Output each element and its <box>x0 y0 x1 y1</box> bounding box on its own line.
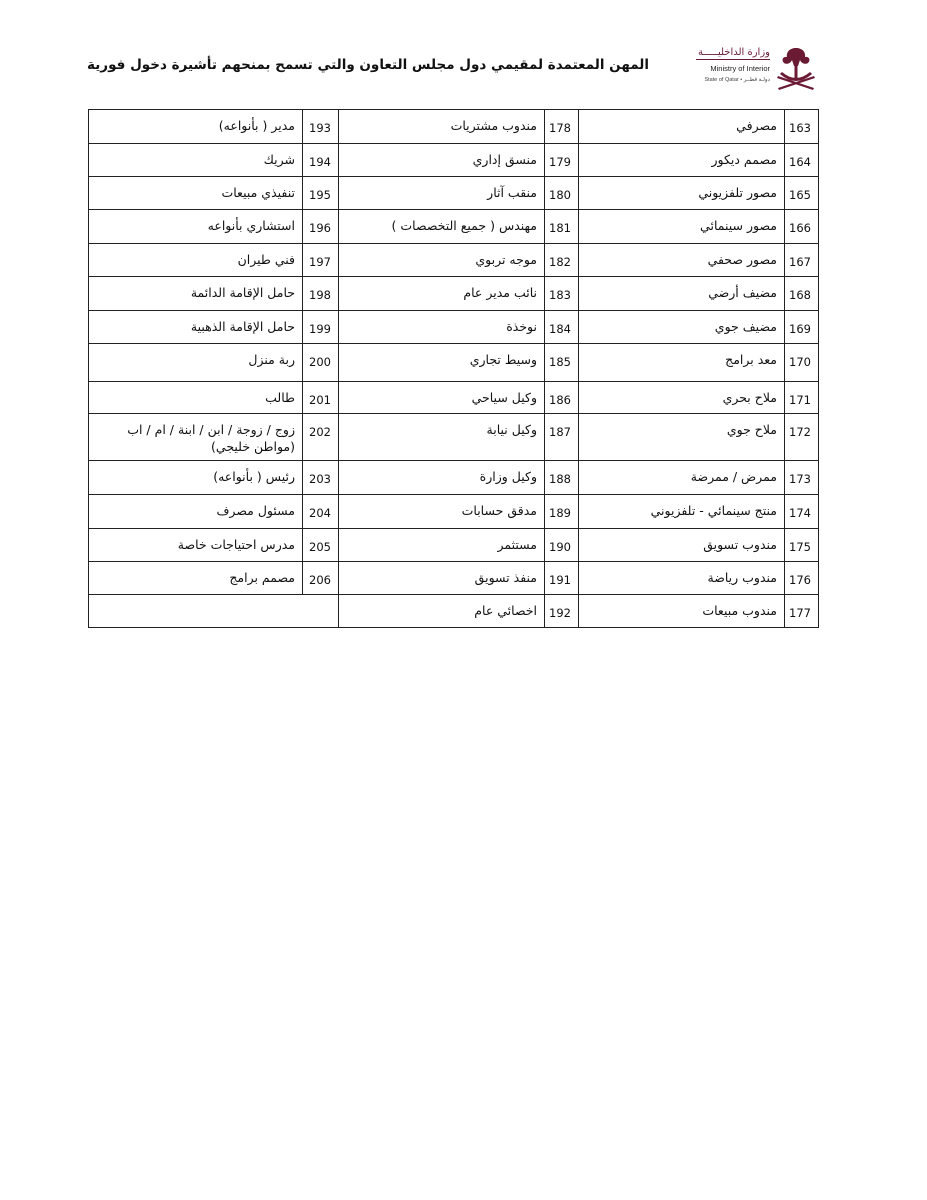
profession-number: 180 <box>545 177 579 210</box>
profession-number: 195 <box>303 177 339 210</box>
profession-name: نائب مدير عام <box>339 277 545 311</box>
profession-name: مندوب رياضة <box>579 562 785 595</box>
table-row <box>89 177 819 210</box>
profession-name: مدقق حسابات <box>339 495 545 529</box>
table-row <box>89 414 819 461</box>
profession-number: 203 <box>303 461 339 495</box>
profession-name: مصور صحفي <box>579 244 785 277</box>
emblem-icon <box>774 44 818 92</box>
table-row <box>89 311 819 344</box>
profession-number: 185 <box>545 344 579 382</box>
profession-name: مندوب مشتريات <box>339 110 545 144</box>
profession-name: مستثمر <box>339 529 545 562</box>
profession-number: 192 <box>545 595 579 628</box>
table-row <box>89 144 819 177</box>
profession-name: مضيف جوي <box>579 311 785 344</box>
profession-name: مسئول مصرف <box>89 495 303 529</box>
profession-number: 167 <box>785 244 819 277</box>
profession-number: 189 <box>545 495 579 529</box>
table-row <box>89 382 819 414</box>
profession-number: 181 <box>545 210 579 244</box>
profession-number: 193 <box>303 110 339 144</box>
profession-name: مصمم ديكور <box>579 144 785 177</box>
profession-number: 165 <box>785 177 819 210</box>
profession-name: منقب آثار <box>339 177 545 210</box>
table-row <box>89 495 819 529</box>
profession-name: وكيل نيابة <box>339 414 545 461</box>
profession-name: مهندس ( جميع التخصصات ) <box>339 210 545 244</box>
profession-name: وسيط تجاري <box>339 344 545 382</box>
profession-name: حامل الإقامة الذهبية <box>89 311 303 344</box>
profession-name: زوج / زوجة / ابن / ابنة / ام / اب (مواطن خليجي) <box>89 414 303 461</box>
table-row <box>89 110 819 144</box>
profession-name: منفذ تسويق <box>339 562 545 595</box>
profession-number: 169 <box>785 311 819 344</box>
profession-name: استشاري بأنواعه <box>89 210 303 244</box>
profession-name: مندوب مبيعات <box>579 595 785 628</box>
profession-number: 183 <box>545 277 579 311</box>
profession-number: 204 <box>303 495 339 529</box>
table-row <box>89 344 819 382</box>
profession-name: وكيل سياحي <box>339 382 545 414</box>
profession-name: مندوب تسويق <box>579 529 785 562</box>
logo-arabic-text: وزارة الداخليـــــة <box>697 47 770 58</box>
profession-number: 197 <box>303 244 339 277</box>
logo-english-text: Ministry of Interior <box>710 64 770 73</box>
profession-name: تنفيذي مبيعات <box>89 177 303 210</box>
profession-name: مصرفي <box>579 110 785 144</box>
profession-name: نوخذة <box>339 311 545 344</box>
profession-name: مصور سينمائي <box>579 210 785 244</box>
profession-name: وكيل وزارة <box>339 461 545 495</box>
profession-number: 194 <box>303 144 339 177</box>
ministry-logo <box>696 44 818 94</box>
profession-name: مدير ( بأنواعه) <box>89 110 303 144</box>
profession-number: 202 <box>303 414 339 461</box>
profession-name: مضيف أرضي <box>579 277 785 311</box>
page-title: المهن المعتمدة لمقيمي دول مجلس التعاون والتي تسمح بمنحهم تأشيرة دخول فورية <box>87 57 649 73</box>
table-row <box>89 210 819 244</box>
profession-name: رئيس ( بأنواعه) <box>89 461 303 495</box>
profession-number: 174 <box>785 495 819 529</box>
profession-number: 173 <box>785 461 819 495</box>
profession-number: 191 <box>545 562 579 595</box>
table-row <box>89 529 819 562</box>
profession-number: 184 <box>545 311 579 344</box>
profession-name: ممرض / ممرضة <box>579 461 785 495</box>
profession-name: مصمم برامج <box>89 562 303 595</box>
profession-number: 198 <box>303 277 339 311</box>
profession-number: 182 <box>545 244 579 277</box>
table-row <box>89 461 819 495</box>
profession-number: 168 <box>785 277 819 311</box>
profession-number: 175 <box>785 529 819 562</box>
profession-number: 201 <box>303 382 339 414</box>
logo-subtitle-text: State of Qatar • دولـة قطــر <box>704 77 770 83</box>
profession-number: 172 <box>785 414 819 461</box>
table-row <box>89 244 819 277</box>
profession-name: معد برامج <box>579 344 785 382</box>
profession-name: ملاح بحري <box>579 382 785 414</box>
profession-number: 170 <box>785 344 819 382</box>
profession-number: 200 <box>303 344 339 382</box>
profession-number: 171 <box>785 382 819 414</box>
profession-name: حامل الإقامة الدائمة <box>89 277 303 311</box>
profession-number: 199 <box>303 311 339 344</box>
profession-number: 166 <box>785 210 819 244</box>
profession-name: منتج سينمائي - تلفزيوني <box>579 495 785 529</box>
profession-name: منسق إداري <box>339 144 545 177</box>
profession-name: مدرس احتياجات خاصة <box>89 529 303 562</box>
profession-name: موجه تربوي <box>339 244 545 277</box>
empty-cell <box>89 595 339 628</box>
profession-number: 177 <box>785 595 819 628</box>
profession-number: 186 <box>545 382 579 414</box>
profession-name: ملاح جوي <box>579 414 785 461</box>
profession-name: اخصائي عام <box>339 595 545 628</box>
profession-number: 179 <box>545 144 579 177</box>
profession-number: 188 <box>545 461 579 495</box>
profession-number: 190 <box>545 529 579 562</box>
profession-number: 187 <box>545 414 579 461</box>
profession-number: 178 <box>545 110 579 144</box>
table-row <box>89 595 819 628</box>
profession-number: 205 <box>303 529 339 562</box>
table-row <box>89 562 819 595</box>
logo-divider <box>696 59 770 60</box>
profession-number: 206 <box>303 562 339 595</box>
profession-number: 163 <box>785 110 819 144</box>
profession-name: ربة منزل <box>89 344 303 382</box>
professions-table <box>88 109 819 628</box>
profession-name: فني طيران <box>89 244 303 277</box>
table-row <box>89 277 819 311</box>
profession-number: 176 <box>785 562 819 595</box>
profession-number: 196 <box>303 210 339 244</box>
profession-number: 164 <box>785 144 819 177</box>
profession-name: شريك <box>89 144 303 177</box>
profession-name: طالب <box>89 382 303 414</box>
profession-name: مصور تلفزيوني <box>579 177 785 210</box>
